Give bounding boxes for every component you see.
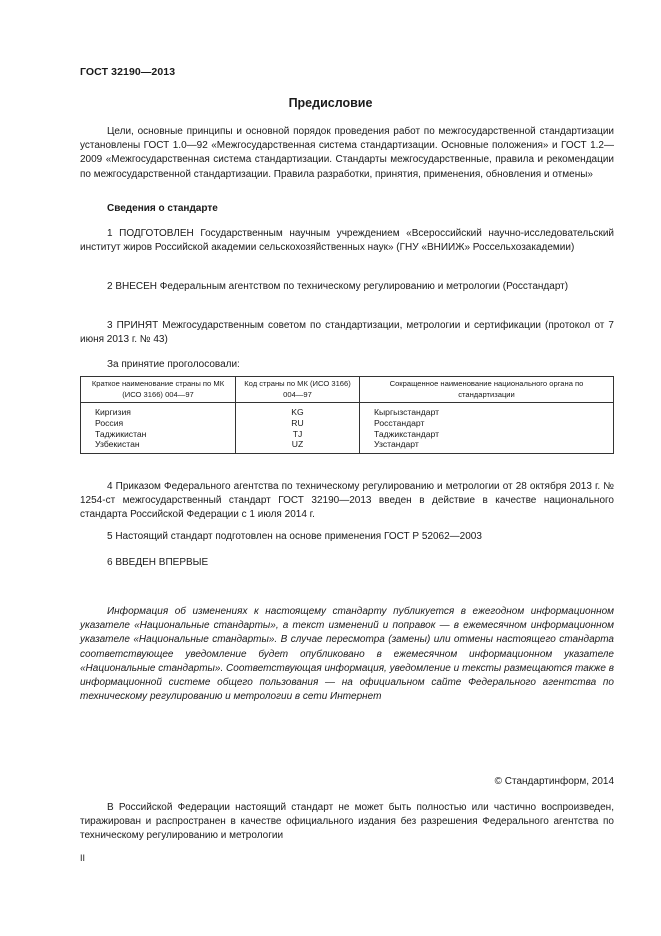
table-header-code: Код страны по МК (ИСО 3166) 004—97 xyxy=(236,377,360,403)
cell-country: Россия xyxy=(81,418,236,429)
cell-body: Кыргызстандарт xyxy=(360,403,614,418)
table-row xyxy=(81,429,614,440)
changes-notice: Информация об изменениях к настоящему стандарту публикуется в ежегодном информационном указателе «Национальные стандарты», а текст изменений и поправок — в ежемесячном информационном указателе «Национальные стандарты». В случае пересмотра (замены) или отмены настоящего стандарта соответствующее уведомление будет опубликовано в ежемесячном информационном указателе «Национальные стандарты». Соответствующая информация, уведомление и тексты размещаются также в информационной системе общего пользования — на официальном сайте Федерального агентства по техническому регулированию и метрологии в сети Интернет xyxy=(80,606,614,703)
cell-body: Узстандарт xyxy=(360,439,614,453)
table-header-country: Краткое наименование страны по МК (ИСО 3166) 004—97 xyxy=(81,377,236,403)
cell-country: Узбекистан xyxy=(81,439,236,453)
copyright: © Стандартинформ, 2014 xyxy=(494,776,614,787)
item-4: 4 Приказом Федерального агентства по техническому регулированию и метрологии от 28 октября 2013 г. № 1254-ст межгосударственный стандарт ГОСТ 32190—2013 введен в действие в качестве национального стандарта Российской Федерации с 1 июля 2014 г. xyxy=(80,481,614,521)
item-2: 2 ВНЕСЕН Федеральным агентством по техническому регулированию и метрологии (Росстандарт) xyxy=(107,281,569,292)
cell-code: RU xyxy=(236,418,360,429)
intro-paragraph: Цели, основные принципы и основной порядок проведения работ по межгосударственной стандартизации установлены ГОСТ 1.0—92 «Межгосударственная система стандартизации. Основные положения» и ГОСТ 1.2—2009 «Межгосударственная система стандартизации. Стандарты межгосударственные, правила и рекомендации по межгосударственной стандартизации. Правила разработки, принятия, применения, обновления и отмены» xyxy=(80,126,614,180)
table-header-row xyxy=(81,377,614,403)
cell-body: Росстандарт xyxy=(360,418,614,429)
page-title: Предисловие xyxy=(288,96,373,110)
cell-code: TJ xyxy=(236,429,360,440)
cell-code: UZ xyxy=(236,439,360,453)
document-header: ГОСТ 32190—2013 xyxy=(80,66,176,78)
cell-code: KG xyxy=(236,403,360,418)
cell-country: Таджикистан xyxy=(81,429,236,440)
item-3: 3 ПРИНЯТ Межгосударственным советом по стандартизации, метрологии и сертификации (протокол от 7 июня 2013 г. № 43) xyxy=(80,320,614,346)
countries-table xyxy=(80,376,614,454)
reproduction-notice: В Российской Федерации настоящий стандарт не может быть полностью или частично воспроизведен, тиражирован и распространен в качестве официального издания без разрешения Федерального агентства по техническому регулированию и метрологии xyxy=(80,802,614,842)
item-6: 6 ВВЕДЕН ВПЕРВЫЕ xyxy=(107,557,209,568)
item-5: 5 Настоящий стандарт подготовлен на основе применения ГОСТ Р 52062—2003 xyxy=(107,531,482,542)
cell-country: Киргизия xyxy=(81,403,236,418)
table-row xyxy=(81,418,614,429)
table-header-body: Сокращенное наименование национального органа по стандартизации xyxy=(360,377,614,403)
item-1: 1 ПОДГОТОВЛЕН Государственным научным учреждением «Всероссийский научно-исследовательский институт жиров Российской академии сельскохозяйственных наук» (ГНУ «ВНИИЖ» Россельхозакадемии) xyxy=(80,228,614,254)
page-number: II xyxy=(80,853,86,863)
cell-body: Таджикстандарт xyxy=(360,429,614,440)
table-row xyxy=(81,439,614,453)
info-heading: Сведения о стандарте xyxy=(107,203,218,214)
voted-label: За принятие проголосовали: xyxy=(107,359,240,370)
table-row xyxy=(81,403,614,418)
